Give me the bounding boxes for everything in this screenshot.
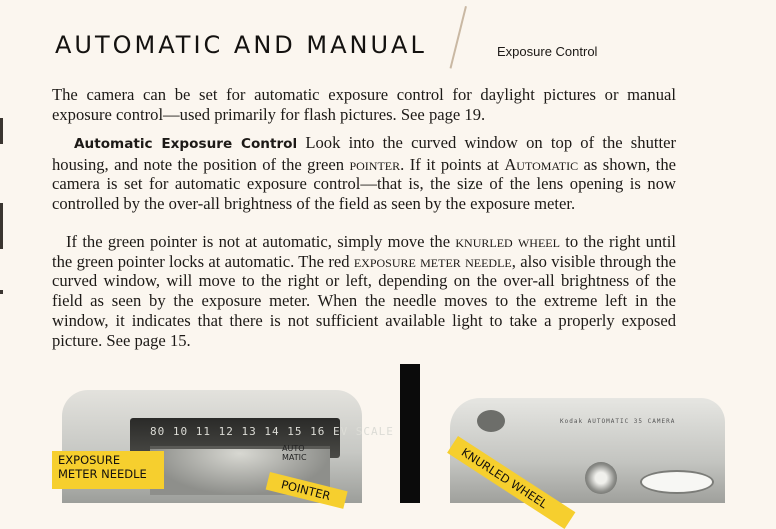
term-exposure-meter-needle: exposure meter needle (353, 251, 512, 271)
manual-paragraph (52, 232, 676, 350)
camera-brand-text: Kodak AUTOMATIC 35 CAMERA (560, 418, 676, 425)
label-line: EXPOSURE (58, 453, 121, 467)
label-line: METER NEEDLE (58, 467, 147, 481)
rangefinder-window (640, 470, 714, 494)
viewfinder-window (585, 462, 617, 494)
ev-scale-text: 80 10 11 12 13 14 15 16 EV SCALE (150, 425, 394, 438)
term-knurled-wheel: knurled wheel (455, 232, 560, 251)
intro-paragraph: The camera can be set for automatic exposure control for daylight pictures or manual exposure control—used primarily for flash pictures. See page 19. (52, 85, 676, 124)
text-run: as shown, the camera is set for automatic exposure control—that is, the size of the lens opening is now controlled by the over-all brightness of the field as seen by the exposure meter. (52, 154, 676, 214)
automatic-runin-heading: Automatic Exposure Control (74, 136, 298, 152)
pointer-label: POINTER (266, 472, 348, 509)
photo-divider (400, 364, 420, 503)
automatic-paragraph (52, 133, 676, 214)
term-automatic: Automatic (504, 154, 579, 174)
decorative-slash (450, 6, 467, 69)
page-heading: AUTOMATIC AND MANUAL (55, 31, 427, 59)
term-pointer: pointer (349, 154, 401, 174)
knurled-wheel-label: KNURLED WHEEL (447, 436, 575, 529)
binding-mark (0, 203, 3, 249)
text-run: If the green pointer is not at automatic, simply move the (66, 232, 456, 251)
page-subheading: Exposure Control (497, 44, 598, 59)
text-run: Look into the curved window on top of the shutter housing, and note the position of the green (52, 133, 676, 174)
binding-mark (0, 290, 3, 294)
binding-mark (0, 118, 3, 144)
meter-window (477, 410, 505, 432)
text-run: to the right until the green pointer locks at automatic. The red (52, 232, 676, 271)
exposure-meter-needle-label (52, 451, 164, 489)
auto-marking: AUTO MATIC (282, 444, 307, 462)
text-run: . If it points at (400, 154, 505, 174)
text-run: , also visible through the curved window, will move to the right or left, depending on the over-all brightness of the field as seen by the exposure meter. When the needle moves to the extreme left in the window, it indicates that there is not sufficient available light to take a properly exposed picture. See page 15. (52, 251, 676, 350)
